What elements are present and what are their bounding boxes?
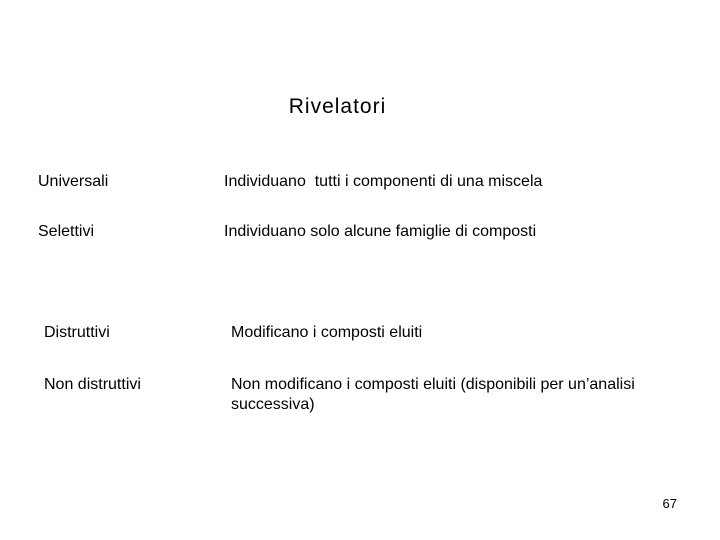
term-non-distruttivi: Non distruttivi [44, 376, 141, 393]
description-selettivi: Individuano solo alcune famiglie di composti [224, 223, 537, 240]
description-universali: Individuano tutti i componenti di una miscela [224, 173, 543, 190]
page-number: 67 [662, 496, 677, 511]
term-universali: Universali [38, 173, 109, 190]
term-distruttivi: Distruttivi [44, 324, 110, 341]
term-selettivi: Selettivi [38, 223, 95, 240]
slide-title: Rivelatori [288, 95, 387, 118]
description-distruttivi: Modificano i composti eluiti [231, 324, 423, 341]
description-non-distruttivi: Non modificano i composti eluiti (disponibili per un’analisi successiva) [231, 376, 635, 413]
